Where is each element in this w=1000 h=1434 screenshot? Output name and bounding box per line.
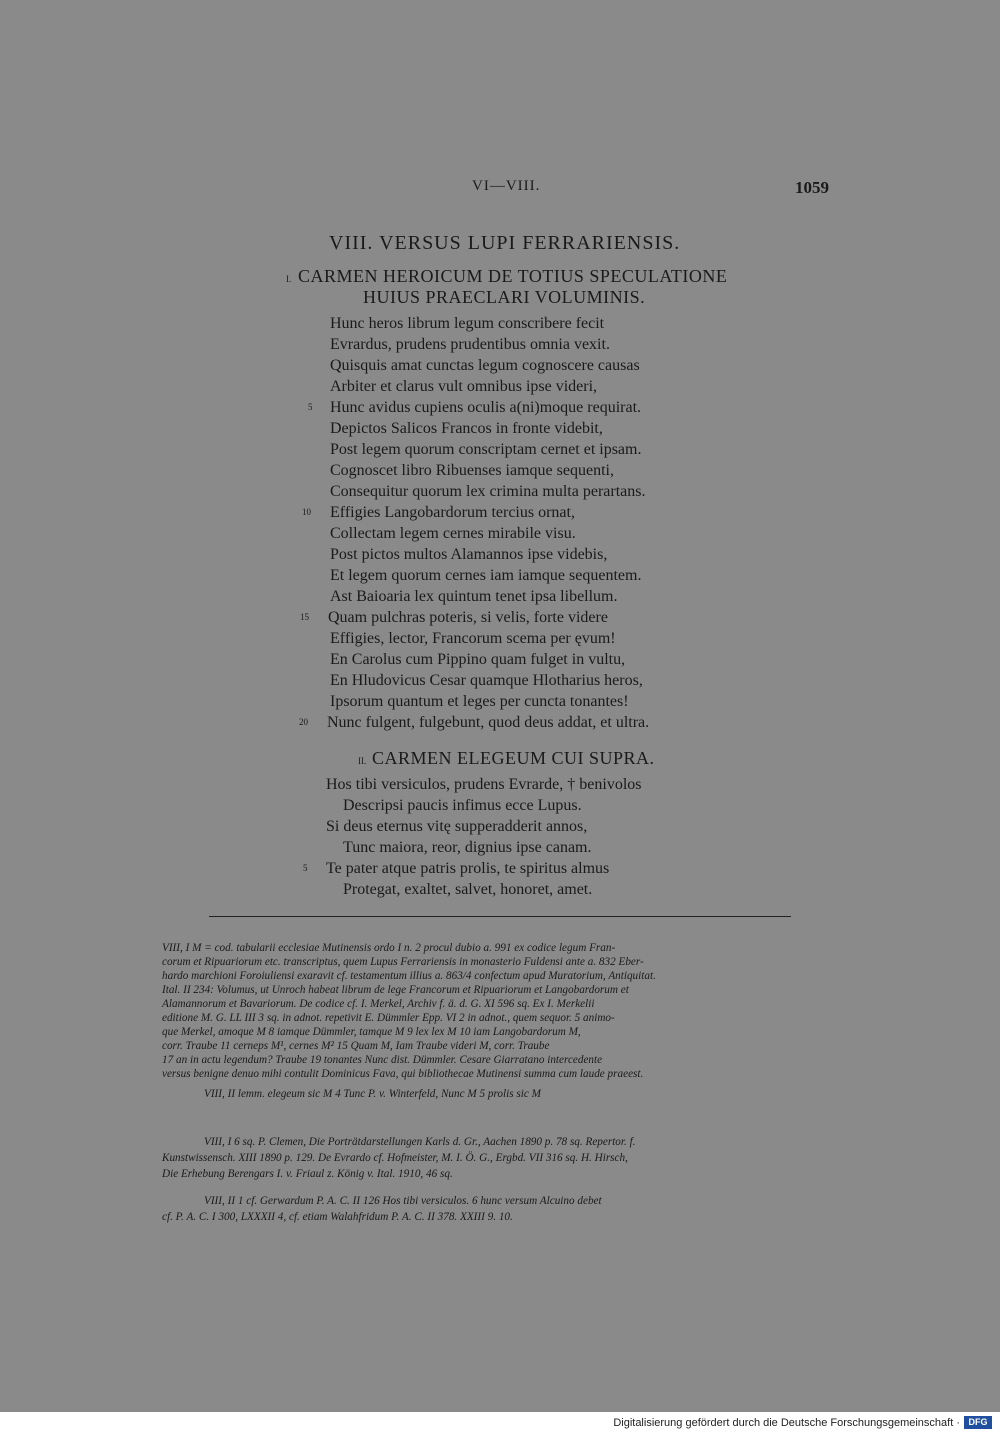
page-number: 1059 bbox=[795, 178, 829, 197]
verse-line: Protegat, exaltet, salvet, honoret, amet. bbox=[343, 881, 593, 898]
verse-line: Cognoscet libro Ribuenses iamque sequenti, bbox=[330, 462, 614, 479]
apparatus-line: hardo marchioni Foroiuliensi exaravit cf. testamentum illius a. 863/4 confectum apud Muratorium, Antiquitat. bbox=[162, 970, 656, 982]
verse-line: Consequitur quorum lex crimina multa perartans. bbox=[330, 483, 646, 500]
apparatus-line: Ital. II 234: Volumus, ut Unroch habeat librum de lege Francorum et Ripuariorum et Langobardorum et bbox=[162, 984, 629, 996]
verse-line: Ast Baioaria lex quintum tenet ipsa libellum. bbox=[330, 588, 618, 605]
apparatus-line: 17 an in actu legendum? Traube 19 tonantes Nunc dist. Dümmler. Cesare Giarratano intercedente bbox=[162, 1054, 603, 1066]
section-number: I. bbox=[286, 274, 292, 284]
verse-line: Evrardus, prudens prudentibus omnia vexit. bbox=[330, 336, 610, 353]
line-number: 15 bbox=[300, 612, 309, 622]
verse-line: Descripsi paucis infimus ecce Lupus. bbox=[343, 797, 582, 814]
verse-line: Hunc heros librum legum conscribere fecit bbox=[330, 315, 605, 332]
section-heading: CARMEN ELEGEUM CUI SUPRA. bbox=[372, 748, 655, 768]
footer-bar bbox=[0, 1412, 1000, 1434]
verse-line: Nunc fulgent, fulgebunt, quod deus addat, et ultra. bbox=[327, 714, 650, 731]
apparatus-line: versus benigne denuo mihi contulit Dominicus Fava, qui bibliothecae Mutinensi summa cum laude praeest. bbox=[162, 1068, 644, 1080]
verse-line: Post legem quorum conscriptam cernet et ipsam. bbox=[330, 441, 642, 458]
verse-line: Et legem quorum cernes iam iamque sequentem. bbox=[330, 567, 642, 584]
running-head: VI—VIII. bbox=[472, 178, 541, 194]
verse-line: Te pater atque patris prolis, te spiritus almus bbox=[326, 860, 610, 877]
verse-line: Hos tibi versiculos, prudens Evrarde, † benivolos bbox=[326, 776, 642, 793]
apparatus-line: VIII, II lemm. elegeum sic M 4 Tunc P. v. Winterfeld, Nunc M 5 prolis sic M bbox=[204, 1088, 541, 1100]
verse-line: Arbiter et clarus vult omnibus ipse videri, bbox=[330, 378, 598, 395]
commentary-line: VIII, II 1 cf. Gerwardum P. A. C. II 126 Hos tibi versiculos. 6 hunc versum Alcuino debet bbox=[204, 1195, 602, 1207]
verse-line: Depictos Salicos Francos in fronte videbit, bbox=[330, 420, 603, 437]
line-number: 5 bbox=[308, 402, 313, 412]
verse-line: Effigies Langobardorum tercius ornat, bbox=[330, 504, 575, 521]
apparatus-line: editione M. G. LL III 3 sq. in adnot. repetivit E. Dümmler Epp. VI 2 in adnot., quem sequor. 5 animo- bbox=[162, 1012, 615, 1024]
verse-line: En Hludovicus Cesar quamque Hlotharius heros, bbox=[330, 672, 643, 689]
apparatus-line: corr. Traube 11 cerneps M¹, cernes M² 15 Quam M, Iam Traube videri M, corr. Traube bbox=[162, 1040, 550, 1052]
apparatus-line: VIII, I M = cod. tabularii ecclesiae Mutinensis ordo I n. 2 procul dubio a. 991 ex codice legum Fran- bbox=[162, 942, 616, 954]
apparatus-line: que Merkel, amoque M 8 iamque Dümmler, tamque M 9 lex lex M 10 iam Langobardorum M, bbox=[162, 1026, 581, 1038]
apparatus-line: corum et Ripuariorum etc. transcriptus, quem Lupus Ferrariensis in monasterio Fuldensi ante a. 832 Eber- bbox=[162, 956, 644, 968]
poem-title: VIII. VERSUS LUPI FERRARIENSIS. bbox=[329, 232, 681, 254]
funding-notice: Digitalisierung gefördert durch die Deutsche Forschungsgemeinschaft · bbox=[613, 1417, 960, 1429]
line-number: 10 bbox=[302, 507, 311, 517]
verse-line: Ipsorum quantum et leges per cuncta tonantes! bbox=[330, 693, 629, 710]
apparatus-line: Alamannorum et Bavariorum. De codice cf. I. Merkel, Archiv f. ä. d. G. XI 596 sq. Ex I. Merkelii bbox=[162, 998, 595, 1010]
commentary-line: Die Erhebung Berengars I. v. Friaul z. König v. Ital. 1910, 46 sq. bbox=[162, 1168, 453, 1180]
commentary-line: cf. P. A. C. I 300, LXXXII 4, cf. etiam Walahfridum P. A. C. II 378. XXIII 9. 10. bbox=[162, 1211, 513, 1223]
section-heading-line1: CARMEN HEROICUM DE TOTIUS SPECULATIONE bbox=[298, 266, 728, 286]
verse-line: En Carolus cum Pippino quam fulget in vultu, bbox=[330, 651, 626, 668]
line-number: 5 bbox=[303, 863, 308, 873]
verse-line: Collectam legem cernes mirabile visu. bbox=[330, 525, 576, 542]
verse-line: Quisquis amat cunctas legum cognoscere causas bbox=[330, 357, 640, 374]
commentary-line: VIII, I 6 sq. P. Clemen, Die Porträtdarstellungen Karls d. Gr., Aachen 1890 p. 78 sq. Repertor. f. bbox=[204, 1136, 636, 1148]
verse-line: Tunc maiora, reor, dignius ipse canam. bbox=[343, 839, 592, 856]
verse-line: Hunc avidus cupiens oculis a(ni)moque requirat. bbox=[330, 399, 642, 416]
verse-line: Post pictos multos Alamannos ipse videbis, bbox=[330, 546, 608, 563]
dfg-logo: DFG bbox=[964, 1416, 992, 1429]
commentary-line: Kunstwissensch. XIII 1890 p. 129. De Evrardo cf. Hofmeister, M. I. Ö. G., Ergbd. VII 316 sq. H. Hirsch, bbox=[162, 1152, 628, 1164]
verse-line: Si deus eternus vitę supperadderit annos, bbox=[326, 818, 588, 835]
verse-line: Effigies, lector, Francorum scema per ęvum! bbox=[330, 630, 616, 647]
section-heading-line2: HUIUS PRAECLARI VOLUMINIS. bbox=[363, 287, 646, 307]
section-number: II. bbox=[358, 756, 367, 766]
line-number: 20 bbox=[299, 717, 308, 727]
verse-line: Quam pulchras poteris, si velis, forte videre bbox=[328, 609, 608, 626]
footnote-divider bbox=[209, 916, 791, 917]
